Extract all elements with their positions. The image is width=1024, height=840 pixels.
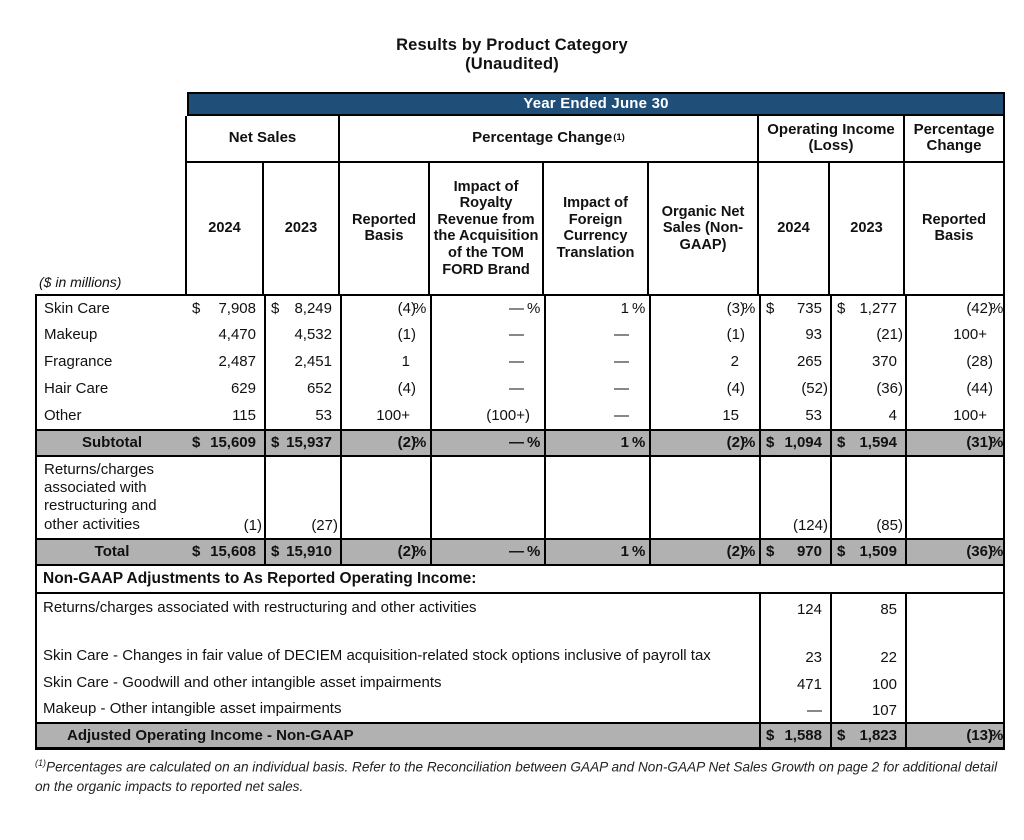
banner-row — [35, 92, 1005, 116]
value: 1,277 — [859, 299, 897, 317]
col-net-sales-2023 — [262, 163, 338, 294]
value: 652 — [306, 379, 332, 397]
results-table — [35, 92, 1005, 750]
cell-rb — [340, 348, 430, 375]
cell-oi23 — [830, 540, 905, 564]
col-oi-2023 — [828, 163, 903, 294]
value: 970 — [796, 543, 822, 561]
cell-oi23 — [830, 296, 905, 321]
percent-sign: % — [527, 299, 541, 317]
cell-ns23 — [264, 402, 340, 429]
value: 100+ — [953, 406, 987, 424]
cell-fx — [544, 402, 649, 429]
cell-ns24 — [187, 457, 264, 538]
category-name: Other — [44, 406, 82, 424]
cell-org-empty — [649, 457, 759, 538]
cell-pc — [905, 402, 1007, 429]
cell-oi23 — [830, 621, 905, 669]
value: (100+) — [486, 406, 530, 424]
cell-ns24 — [187, 296, 264, 321]
value: 15 — [722, 406, 739, 424]
category-name: Subtotal — [82, 434, 142, 452]
cell-pc — [905, 348, 1007, 375]
group-percentage-change-2 — [903, 116, 1005, 163]
col-reported-basis-2 — [903, 163, 1005, 294]
cell-ns23 — [264, 348, 340, 375]
percent-sign: % — [990, 543, 1004, 561]
value: 85 — [880, 600, 897, 618]
value: 7,908 — [218, 299, 256, 317]
value: (2) — [726, 434, 745, 452]
value: (2) — [397, 543, 416, 561]
value: 53 — [315, 406, 332, 424]
value: — — [614, 325, 629, 343]
cell-fx — [544, 375, 649, 402]
percent-sign: % — [413, 543, 427, 561]
category-name: Makeup — [44, 325, 98, 343]
value: 4,470 — [218, 325, 256, 343]
value: (36) — [966, 543, 993, 561]
year-ended-banner — [187, 92, 1005, 116]
currency-symbol: $ — [837, 726, 846, 744]
value: 1 — [620, 543, 629, 561]
cell-ns24 — [187, 375, 264, 402]
cell-oi23 — [830, 402, 905, 429]
row-subtotal — [35, 429, 1005, 457]
value: (4) — [397, 299, 416, 317]
row-label — [37, 348, 187, 375]
footnote — [35, 757, 1013, 796]
value: 53 — [805, 406, 822, 424]
value: 15,910 — [286, 543, 332, 561]
row-fragrance — [35, 348, 1005, 375]
cell-roy — [430, 296, 544, 321]
group-operating-income-label: Operating Income (Loss) — [767, 120, 895, 155]
group-spacer — [35, 116, 185, 163]
cell-roy — [430, 375, 544, 402]
value: (52) — [801, 379, 828, 397]
value: 471 — [796, 675, 822, 693]
row-label — [37, 540, 187, 564]
adjustment-name: Makeup - Other intangible asset impairments — [43, 700, 342, 718]
cell-ns23 — [264, 431, 340, 455]
cell-fx — [544, 540, 649, 564]
cell-fx-empty — [544, 457, 649, 538]
cell-oi24 — [759, 375, 830, 402]
value: 22 — [880, 648, 897, 666]
col-net-sales-2024 — [185, 163, 262, 294]
percent-sign: % — [527, 543, 541, 561]
value: (2) — [397, 434, 416, 452]
value: (4) — [397, 379, 416, 397]
value: — — [509, 543, 524, 561]
cell-rb — [340, 321, 430, 348]
row-label — [37, 402, 187, 429]
row-adj-goodwill — [35, 669, 1005, 696]
value: (31) — [966, 434, 993, 452]
percent-sign: % — [632, 299, 646, 317]
group-percentage-change: Percentage Change (1) — [338, 116, 757, 163]
cell-oi23 — [830, 457, 905, 538]
value: — — [509, 434, 524, 452]
cell-ns24 — [187, 540, 264, 564]
adjustment-name: Skin Care - Changes in fair value of DECIEM acquisition-related stock options inclusive of payroll tax — [43, 647, 711, 665]
value: (36) — [876, 379, 903, 397]
value: 4,532 — [294, 325, 332, 343]
cell-fx — [544, 321, 649, 348]
cell-pc — [905, 540, 1007, 564]
cell-fx — [544, 348, 649, 375]
value: 1,094 — [784, 434, 822, 452]
percent-sign: % — [413, 299, 427, 317]
cell-oi24 — [759, 540, 830, 564]
value: 735 — [796, 299, 822, 317]
col-label: Reported Basis — [921, 211, 987, 245]
col-label: 2023 — [284, 220, 318, 237]
cell-oi23 — [830, 669, 905, 696]
value: 1,588 — [784, 726, 822, 744]
value: 2,451 — [294, 352, 332, 370]
value: 107 — [871, 701, 897, 719]
adjustment-name: Skin Care - Goodwill and other intangible asset impairments — [43, 674, 442, 692]
row-label — [37, 457, 187, 538]
col-label: 2023 — [850, 220, 883, 237]
cell-rb-empty — [340, 457, 430, 538]
value: — — [614, 406, 629, 424]
group-operating-income — [757, 116, 903, 163]
value: (1) — [397, 325, 416, 343]
category-name: Returns/charges associated with restructuring and other activities — [44, 460, 157, 533]
row-label — [37, 431, 187, 455]
cell-ns23 — [264, 321, 340, 348]
group-pct-change2-label: Percentage Change — [913, 120, 995, 155]
row-label — [37, 594, 759, 621]
value: 1 — [620, 299, 629, 317]
row-makeup — [35, 321, 1005, 348]
value: — — [807, 701, 822, 719]
value: 1 — [620, 434, 629, 452]
currency-symbol: $ — [271, 299, 280, 317]
col-fx-impact — [542, 163, 647, 294]
cell-ns24 — [187, 321, 264, 348]
row-adj-makeup-impairments — [35, 696, 1005, 722]
currency-symbol: $ — [837, 434, 846, 452]
cell-fx — [544, 296, 649, 321]
row-label — [37, 724, 759, 747]
category-name: Hair Care — [44, 379, 109, 397]
value: (85) — [876, 516, 903, 534]
cell-oi24 — [759, 594, 830, 621]
percent-sign: % — [742, 543, 756, 561]
banner-label: Year Ended June 30 — [523, 95, 669, 113]
cell-ns23 — [264, 540, 340, 564]
section-header-label: Non-GAAP Adjustments to As Reported Operating Income: — [43, 569, 477, 587]
value: — — [614, 379, 629, 397]
cell-roy — [430, 540, 544, 564]
value: 15,609 — [210, 434, 256, 452]
cell-ns23 — [264, 457, 340, 538]
value: (21) — [876, 325, 903, 343]
value: 1,594 — [859, 434, 897, 452]
currency-symbol: $ — [192, 299, 201, 317]
value: 100+ — [376, 406, 410, 424]
cell-oi24 — [759, 402, 830, 429]
cell-ns24 — [187, 348, 264, 375]
banner-spacer — [35, 92, 187, 116]
page-title-line2: (Unaudited) — [465, 54, 559, 73]
currency-symbol: $ — [192, 434, 201, 452]
percent-sign: % — [990, 726, 1004, 744]
currency-symbol: $ — [766, 726, 775, 744]
column-header-row — [35, 163, 1005, 294]
value: (44) — [966, 379, 993, 397]
col-label: Impact of Royalty Revenue from the Acquisition of the TOM FORD Brand — [433, 178, 539, 278]
cell-org — [649, 431, 759, 455]
value: 2 — [730, 352, 739, 370]
cell-org — [649, 402, 759, 429]
value: — — [509, 379, 524, 397]
group-pct-change-label: Percentage Change — [472, 129, 613, 147]
cell-oi24 — [759, 431, 830, 455]
cell-rb — [340, 296, 430, 321]
value: — — [614, 352, 629, 370]
cell-ns23 — [264, 296, 340, 321]
value: 93 — [805, 325, 822, 343]
cell-pc — [905, 375, 1007, 402]
cell-oi23 — [830, 431, 905, 455]
value: 15,608 — [210, 543, 256, 561]
row-adj-deciem — [35, 621, 1005, 669]
currency-symbol: $ — [192, 543, 201, 561]
row-adj-returns — [35, 594, 1005, 621]
percent-sign: % — [990, 434, 1004, 452]
cell-roy — [430, 402, 544, 429]
value: 100 — [871, 675, 897, 693]
value: — — [509, 299, 524, 317]
col-oi-2024 — [757, 163, 828, 294]
cell-oi23 — [830, 696, 905, 722]
cell-rb — [340, 402, 430, 429]
cell-oi24 — [759, 296, 830, 321]
value: (4) — [726, 379, 745, 397]
value: (1) — [243, 516, 262, 534]
row-returns-charges — [35, 457, 1005, 538]
cell-org — [649, 296, 759, 321]
percent-sign: % — [413, 434, 427, 452]
value: 100+ — [953, 325, 987, 343]
cell-oi24 — [759, 321, 830, 348]
cell-org — [649, 321, 759, 348]
cell-pc — [905, 321, 1007, 348]
cell-org — [649, 348, 759, 375]
cell-roy-empty — [430, 457, 544, 538]
cell-org — [649, 540, 759, 564]
cell-oi23 — [830, 594, 905, 621]
row-total — [35, 538, 1005, 566]
currency-symbol: $ — [766, 543, 775, 561]
percent-sign: % — [742, 299, 756, 317]
value: 265 — [796, 352, 822, 370]
row-label — [37, 375, 187, 402]
group-net-sales — [185, 116, 338, 163]
currency-symbol: $ — [837, 543, 846, 561]
cell-pc-empty — [905, 594, 1007, 621]
value: (1) — [726, 325, 745, 343]
col-reported-basis — [338, 163, 428, 294]
percent-sign: % — [742, 434, 756, 452]
cell-roy — [430, 348, 544, 375]
cell-pc-empty — [905, 669, 1007, 696]
value: (28) — [966, 352, 993, 370]
cell-pc — [905, 431, 1007, 455]
footnote-marker: (1) — [35, 757, 46, 768]
cell-oi23 — [830, 321, 905, 348]
col-label: Impact of Foreign Currency Translation — [556, 195, 635, 262]
col-organic-net-sales — [647, 163, 757, 294]
group-net-sales-label: Net Sales — [228, 129, 297, 147]
column-group-row — [35, 116, 1005, 163]
cell-pc-empty — [905, 696, 1007, 722]
value: 1,509 — [859, 543, 897, 561]
currency-symbol: $ — [271, 434, 280, 452]
cell-fx — [544, 431, 649, 455]
cell-pc-empty — [905, 621, 1007, 669]
cell-org — [649, 375, 759, 402]
row-label — [37, 296, 187, 321]
page-title-line1: Results by Product Category — [396, 36, 628, 54]
row-other — [35, 402, 1005, 429]
value: 1 — [401, 352, 410, 370]
value: (2) — [726, 543, 745, 561]
category-name: Fragrance — [44, 352, 113, 370]
value: (3) — [726, 299, 745, 317]
value: 8,249 — [294, 299, 332, 317]
col-label: Reported Basis — [351, 211, 417, 245]
percent-sign: % — [990, 299, 1004, 317]
value: — — [509, 325, 524, 343]
cell-pc — [905, 296, 1007, 321]
cell-oi24 — [759, 696, 830, 722]
value: (13) — [966, 726, 993, 744]
value: (27) — [311, 516, 338, 534]
cell-oi24 — [759, 457, 830, 538]
value: 1,823 — [859, 726, 897, 744]
units-note — [35, 163, 185, 294]
category-name: Total — [94, 543, 130, 561]
page-title — [0, 36, 1024, 74]
non-gaap-section-header — [35, 566, 1005, 594]
col-label: Organic Net Sales (Non-GAAP) — [661, 203, 745, 253]
cell-rb — [340, 431, 430, 455]
row-label — [37, 696, 759, 722]
cell-oi24 — [759, 669, 830, 696]
currency-symbol: $ — [837, 299, 846, 317]
cell-ns24 — [187, 402, 264, 429]
currency-symbol: $ — [766, 434, 775, 452]
row-label — [37, 621, 759, 669]
value: 629 — [230, 379, 256, 397]
category-name: Skin Care — [44, 299, 110, 317]
value: 370 — [871, 352, 897, 370]
cell-roy — [430, 431, 544, 455]
value: 15,937 — [286, 434, 332, 452]
value: (124) — [792, 516, 828, 534]
cell-oi24 — [759, 348, 830, 375]
cell-pc — [905, 724, 1007, 747]
value: — — [509, 352, 524, 370]
row-adjusted-operating-income — [35, 722, 1005, 750]
row-label — [37, 669, 759, 696]
row-label — [37, 321, 187, 348]
cell-oi24 — [759, 724, 830, 747]
row-hair-care — [35, 375, 1005, 402]
cell-oi24 — [759, 621, 830, 669]
row-skin-care — [35, 294, 1005, 321]
percent-sign: % — [632, 543, 646, 561]
value: (42) — [966, 299, 993, 317]
col-royalty-impact — [428, 163, 542, 294]
col-label: 2024 — [208, 220, 241, 237]
cell-oi23 — [830, 375, 905, 402]
units-note-label: ($ in millions) — [39, 273, 122, 290]
percent-sign: % — [527, 434, 541, 452]
cell-rb — [340, 540, 430, 564]
footnote-text: Percentages are calculated on an individual basis. Refer to the Reconciliation between GAAP and Non-GAAP Net Sales Growth on page 2 for additional detail on the organic impacts to reported net sales. — [35, 759, 998, 794]
percent-sign: % — [632, 434, 646, 452]
cell-roy — [430, 321, 544, 348]
value: 23 — [805, 648, 822, 666]
cell-oi23 — [830, 724, 905, 747]
value: 115 — [232, 406, 256, 424]
value: 4 — [888, 406, 897, 424]
cell-ns24 — [187, 431, 264, 455]
currency-symbol: $ — [271, 543, 280, 561]
value: 124 — [796, 600, 822, 618]
value: 2,487 — [218, 352, 256, 370]
cell-rb — [340, 375, 430, 402]
adjustment-name: Returns/charges associated with restructuring and other activities — [43, 599, 477, 617]
adjustment-name: Adjusted Operating Income - Non-GAAP — [67, 726, 354, 744]
currency-symbol: $ — [766, 299, 775, 317]
col-label: 2024 — [777, 220, 810, 237]
cell-pc-empty — [905, 457, 1007, 538]
cell-ns23 — [264, 375, 340, 402]
cell-oi23 — [830, 348, 905, 375]
